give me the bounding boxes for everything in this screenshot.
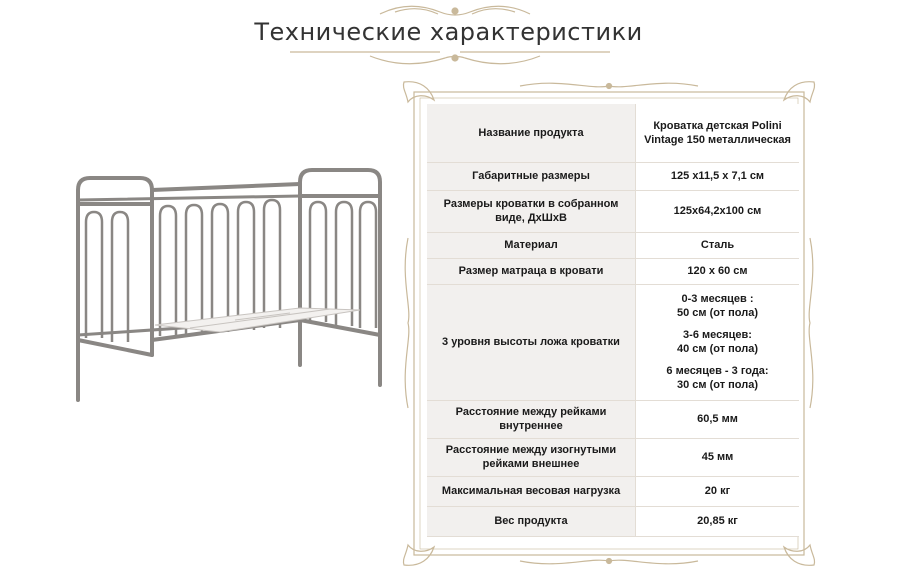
spec-label: Размеры кроватки в собранном виде, ДхШхВ: [427, 190, 636, 232]
spec-row-outer-bar-spacing: [427, 438, 799, 476]
spec-row-dimensions: [427, 162, 799, 190]
spec-value: 20 кг: [636, 476, 800, 506]
height-level-line: 0-3 месяцев :: [681, 293, 754, 305]
crib-image: [60, 160, 400, 410]
spec-value: Кроватка детская Polini Vintage 150 металлическая: [636, 104, 800, 162]
spec-value: 45 мм: [636, 438, 800, 476]
spec-table: [427, 104, 799, 537]
spec-label: Габаритные размеры: [427, 162, 636, 190]
spec-value: 125 х11,5 х 7,1 см: [636, 162, 800, 190]
spec-value-multiline: [636, 284, 800, 400]
spec-label: Вес продукта: [427, 506, 636, 536]
spec-label: Расстояние между рейками внутреннее: [427, 400, 636, 438]
spec-value: Сталь: [636, 232, 800, 258]
height-level-line: 3-6 месяцев:: [683, 329, 752, 341]
spec-label: Максимальная весовая нагрузка: [427, 476, 636, 506]
spec-label: Расстояние между изогнутыми рейками внешнее: [427, 438, 636, 476]
spec-value: 125х64,2х100 см: [636, 190, 800, 232]
height-level-line: 50 см (от пола): [676, 307, 758, 319]
spec-row-material: [427, 232, 799, 258]
spec-label: Размер матраца в кровати: [427, 258, 636, 284]
spec-value: 20,85 кг: [636, 506, 800, 536]
spec-value: 120 х 60 см: [636, 258, 800, 284]
spec-value: 60,5 мм: [636, 400, 800, 438]
spec-row-height-levels: [427, 284, 799, 400]
spec-row-max-load: [427, 476, 799, 506]
height-level-line: 6 месяцев - 3 года:: [666, 365, 769, 377]
spec-row-weight: [427, 506, 799, 536]
height-level-line: 40 см (от пола): [676, 343, 758, 355]
spec-label: Материал: [427, 232, 636, 258]
spec-row-name: [427, 104, 799, 162]
spec-row-mattress-size: [427, 258, 799, 284]
spec-label: Название продукта: [427, 104, 636, 162]
page-title: Технические характеристики: [254, 18, 643, 46]
height-level-line: 30 см (от пола): [676, 379, 758, 391]
spec-row-assembled-size: [427, 190, 799, 232]
spec-row-inner-bar-spacing: [427, 400, 799, 438]
spec-label: 3 уровня высоты ложа кроватки: [427, 284, 636, 400]
